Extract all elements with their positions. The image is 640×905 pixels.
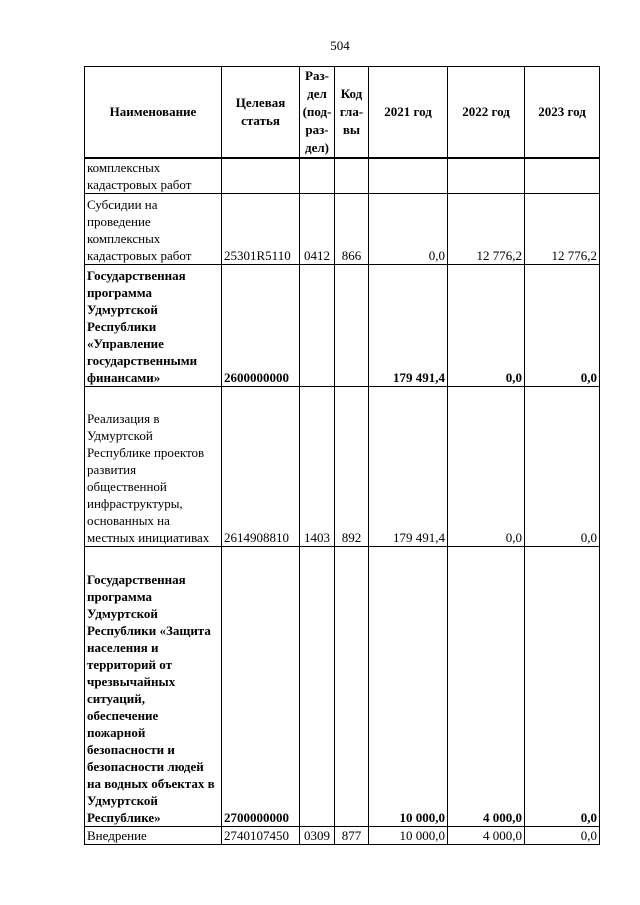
header-section: Раз-дел (под-раз-дел) [300, 67, 335, 159]
row-2023: 0,0 [525, 265, 600, 387]
row-name: Субсидии на проведение комплексных кадастровых работ [85, 194, 222, 265]
row-section [300, 547, 335, 827]
row-2023: 0,0 [525, 547, 600, 827]
row-section: 0309 [300, 827, 335, 845]
header-2021: 2021 год [369, 67, 448, 159]
page-number: 504 [330, 38, 350, 53]
row-target: 2700000000 [222, 547, 300, 827]
row-2022: 4 000,0 [448, 547, 525, 827]
header-2023: 2023 год [525, 67, 600, 159]
table-row [85, 547, 600, 827]
row-target [222, 158, 300, 194]
row-target: 2600000000 [222, 265, 300, 387]
header-dept: Код гла-вы [335, 67, 369, 159]
row-section: 0412 [300, 194, 335, 265]
row-section [300, 265, 335, 387]
row-target: 2614908810 [222, 387, 300, 547]
header-2022: 2022 год [448, 67, 525, 159]
row-dept [335, 265, 369, 387]
row-target: 2740107450 [222, 827, 300, 845]
row-name: Внедрение [85, 827, 222, 845]
row-dept: 866 [335, 194, 369, 265]
row-2022: 4 000,0 [448, 827, 525, 845]
row-name: Реализация в Удмуртской Республике проектов развития общественной инфраструктуры, основанных на местных инициативах [85, 387, 222, 547]
row-name: комплексных кадастровых работ [85, 158, 222, 194]
table-row [85, 265, 600, 387]
row-section: 1403 [300, 387, 335, 547]
row-2023: 0,0 [525, 387, 600, 547]
row-dept [335, 547, 369, 827]
row-2021: 179 491,4 [369, 265, 448, 387]
table-row [85, 158, 600, 194]
header-row [85, 67, 600, 159]
row-2021: 10 000,0 [369, 547, 448, 827]
table-row [85, 194, 600, 265]
row-section [300, 158, 335, 194]
row-2021: 179 491,4 [369, 387, 448, 547]
row-dept: 877 [335, 827, 369, 845]
row-2022: 0,0 [448, 265, 525, 387]
header-name: Наименование [85, 67, 222, 159]
row-2022: 12 776,2 [448, 194, 525, 265]
row-2023 [525, 158, 600, 194]
header-target: Целевая статья [222, 67, 300, 159]
row-2021: 10 000,0 [369, 827, 448, 845]
row-name: Государственная программа Удмуртской Республики «Управление государственными финансами» [85, 265, 222, 387]
budget-table [84, 66, 600, 845]
table-row [85, 387, 600, 547]
row-name: Государственная программа Удмуртской Республики «Защита населения и территорий от чрезвычайных ситуаций, обеспечение пожарной безопасности и безопасности людей на водных объектах в Удмуртской Республике» [85, 547, 222, 827]
row-dept: 892 [335, 387, 369, 547]
row-2021 [369, 158, 448, 194]
row-2022 [448, 158, 525, 194]
row-dept [335, 158, 369, 194]
row-2021: 0,0 [369, 194, 448, 265]
row-2023: 0,0 [525, 827, 600, 845]
row-2022: 0,0 [448, 387, 525, 547]
table-row [85, 827, 600, 845]
row-target: 25301R5110 [222, 194, 300, 265]
row-2023: 12 776,2 [525, 194, 600, 265]
